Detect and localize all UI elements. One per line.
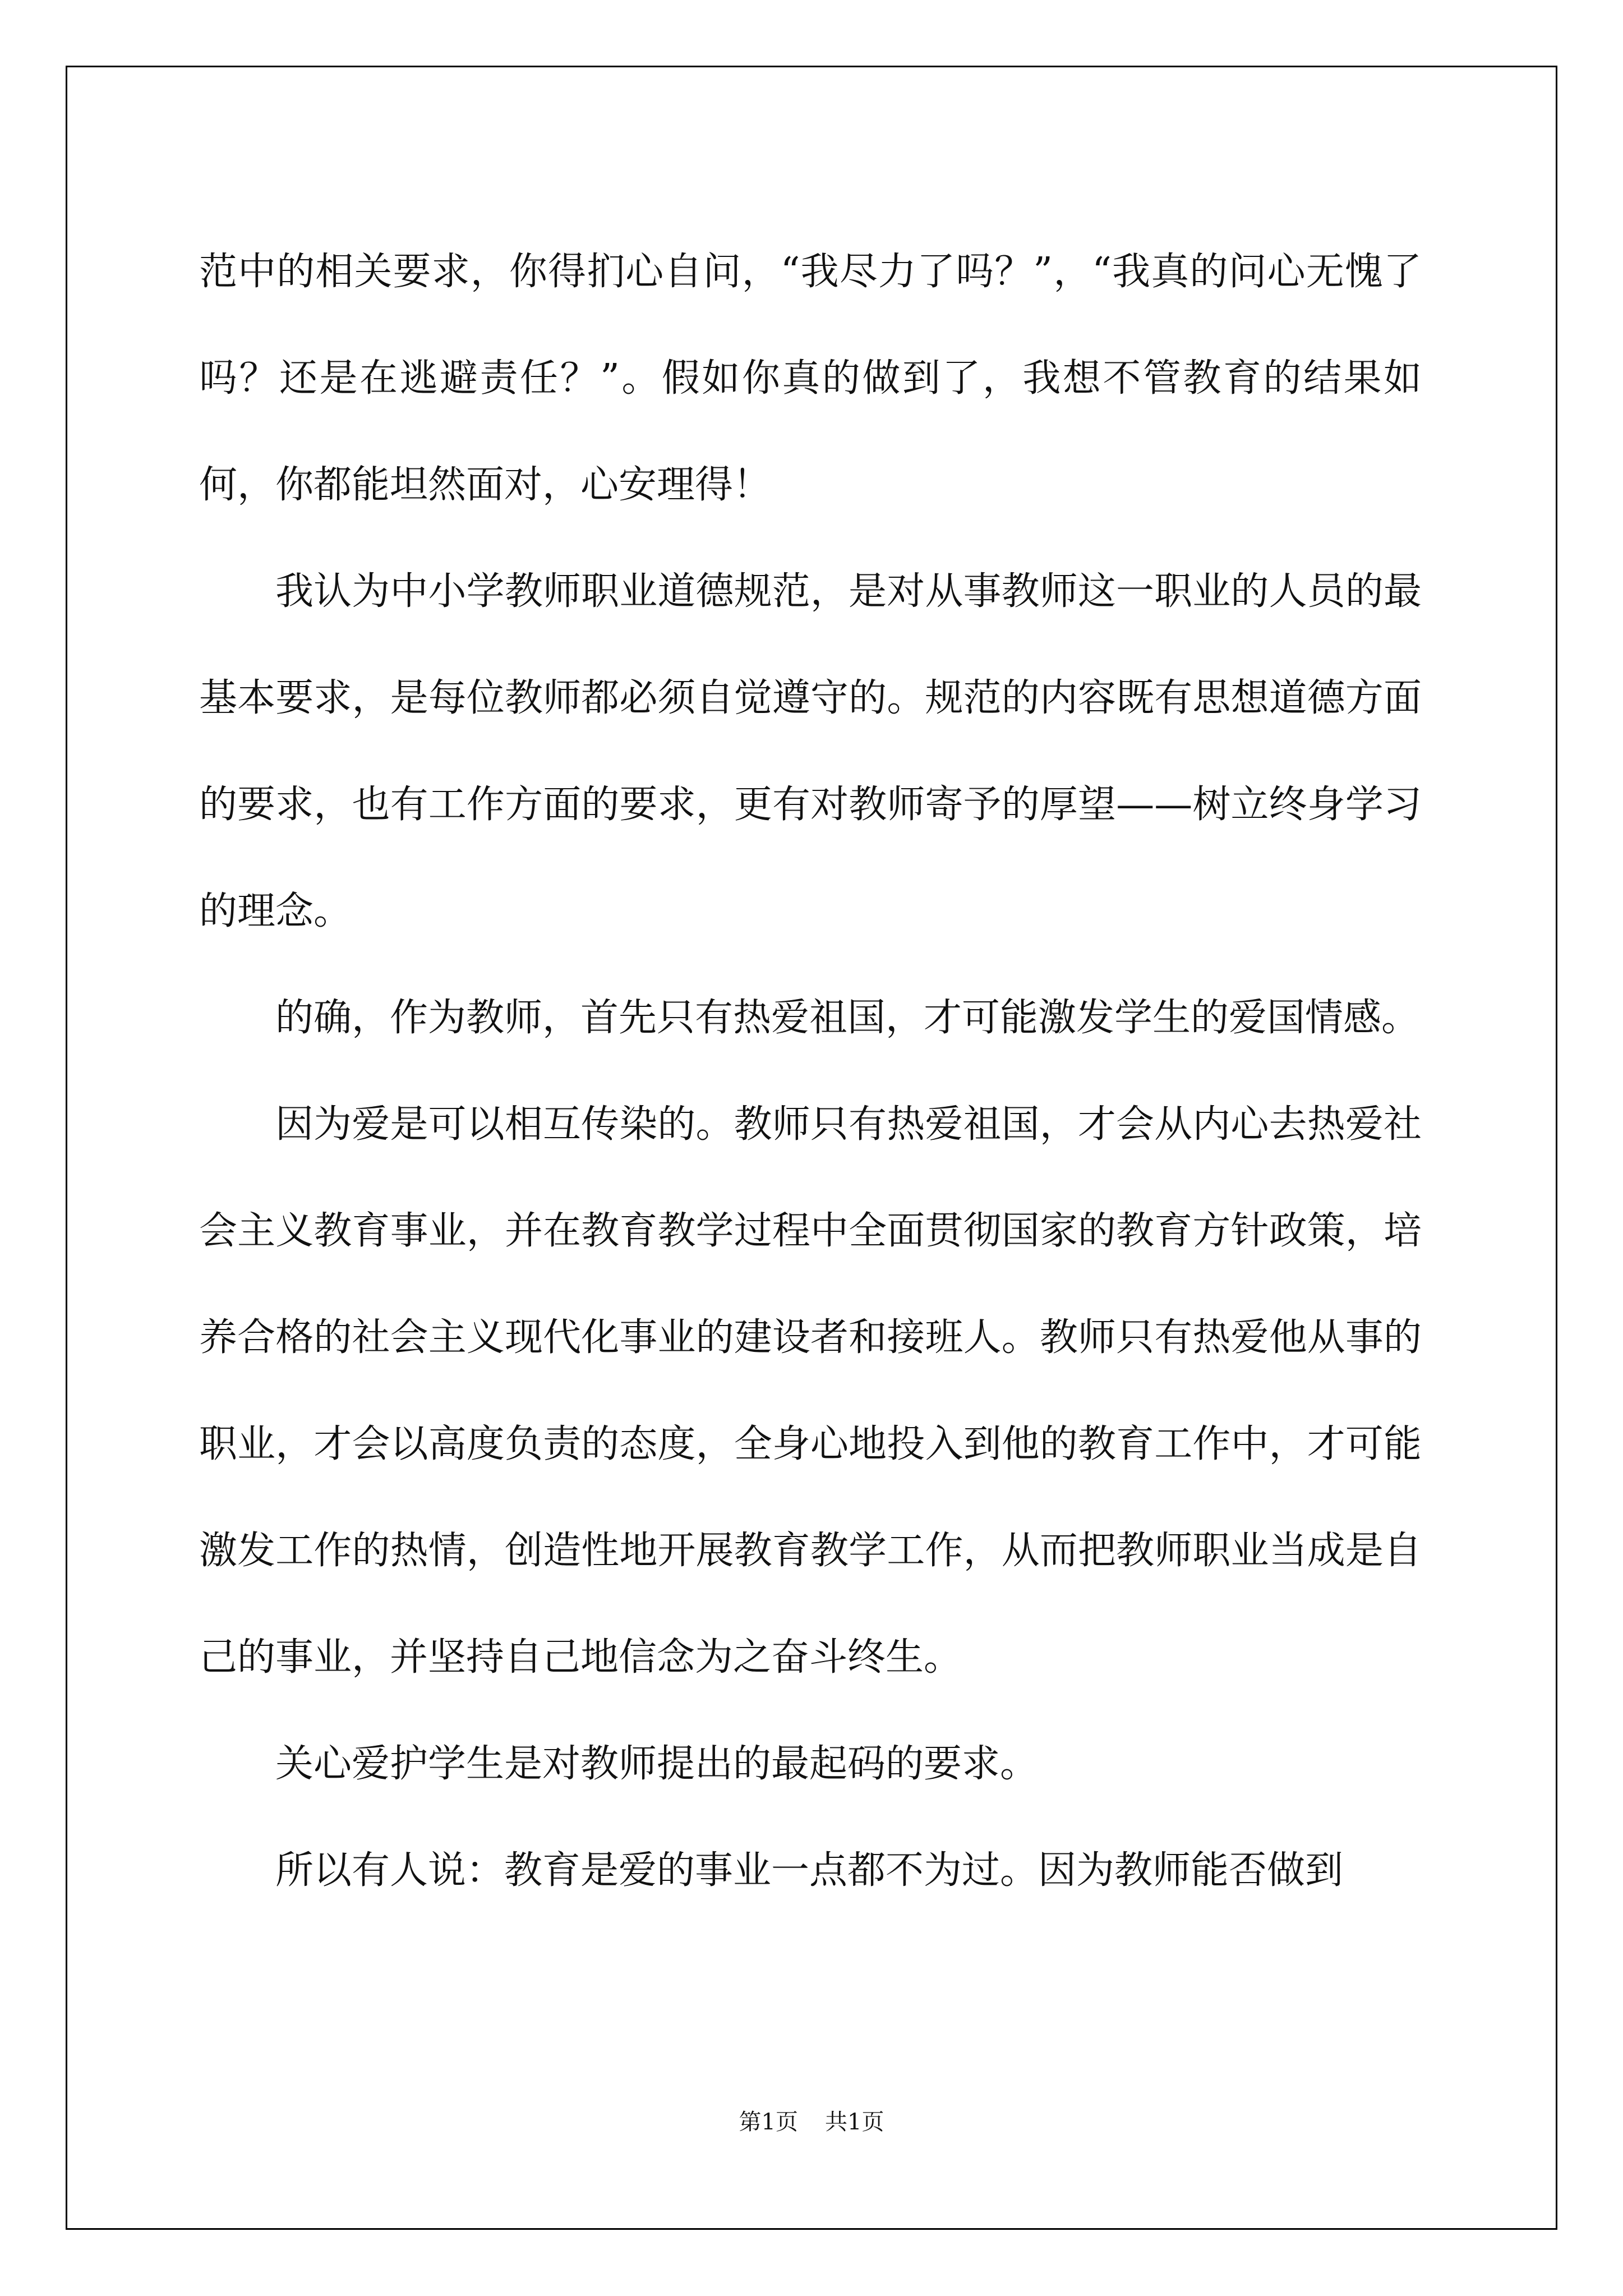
page-number: 第1页	[739, 2109, 798, 2135]
page-total: 共1页	[825, 2109, 884, 2135]
paragraph-3: 的确，作为教师，首先只有热爱祖国，才可能激发学生的爱国情感。	[275, 996, 1420, 1040]
page-footer	[0, 2108, 1623, 2136]
paragraph-5: 关心爱护学生是对教师提出的最起码的要求。	[275, 1742, 1039, 1786]
paragraph-2: 我认为中小学教师职业道德规范，是对从事教师这一职业的人员的最基本要求，是每位教师都必须自觉遵守的。规范的内容既有思想道德方面的要求，也有工作方面的要求，更有对教师寄予的厚望——树立终身学习的理念。	[199, 569, 1422, 933]
paragraph-4: 因为爱是可以相互传染的。教师只有热爱祖国，才会从内心去热爱社会主义教育事业，并在教育教学过程中全面贯彻国家的教育方针政策，培养合格的社会主义现代化事业的建设者和接班人。教师只有热爱他从事的职业，才会以高度负责的态度，全身心地投入到他的教育工作中，才可能激发工作的热情，创造性地开展教育教学工作，从而把教师职业当成是自己的事业，并坚持自己地信念为之奋斗终生。	[199, 1102, 1422, 1680]
document-body	[199, 219, 1422, 1924]
paragraph-1: 范中的相关要求，你得扪心自问，“我尽力了吗？”，“我真的问心无愧了吗？还是在逃避责任？”。假如你真的做到了，我想不管教育的结果如何，你都能坦然面对，心安理得！	[199, 250, 1422, 507]
paragraph-6: 所以有人说：教育是爱的事业一点都不为过。因为教师能否做到	[275, 1848, 1344, 1893]
